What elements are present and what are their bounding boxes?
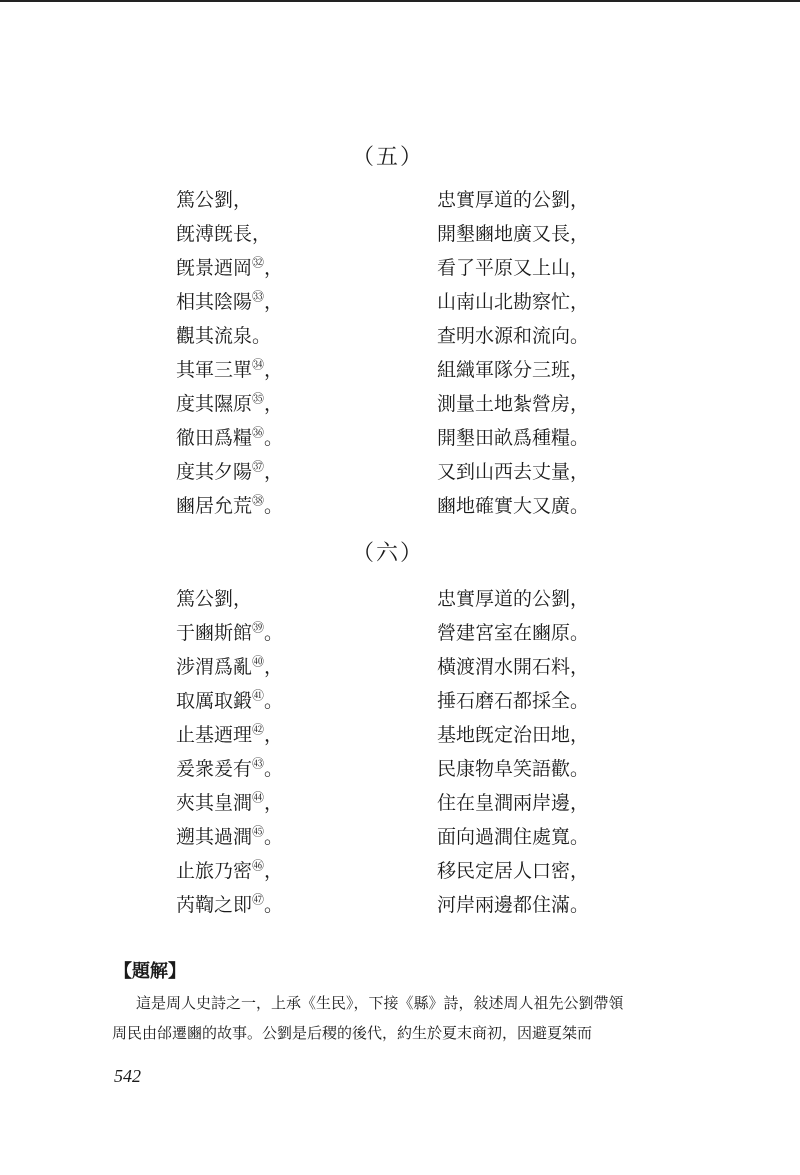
- original-line: 觀其流泉。: [176, 325, 272, 347]
- translation-line: 組織軍隊分三班，: [437, 359, 590, 381]
- translation-line: 山南山北勘察忙，: [437, 291, 590, 313]
- original-line: 篤公劉，: [176, 588, 253, 610]
- translation-line: 又到山西去丈量，: [437, 461, 590, 483]
- original-line: 篤公劉，: [176, 189, 253, 211]
- footnote-marker: ㊸: [252, 756, 265, 771]
- original-line: 于豳斯館$^㊴$。: [176, 620, 284, 644]
- footnote-marker: ㉝: [252, 289, 265, 304]
- original-line: 旣景迺岡$^㉜$，: [176, 255, 284, 279]
- section-title-6: （六）: [352, 541, 425, 566]
- translation-line: 移民定居人口密，: [437, 860, 590, 882]
- original-line: 夾其皇澗$^㊹$，: [176, 790, 284, 814]
- page-number: 542: [114, 1066, 141, 1086]
- footnote-marker: ㊴: [252, 620, 265, 635]
- translation-line: 開墾田畝爲種糧。: [437, 427, 590, 449]
- commentary-paragraph-line-2: 周民由邰遷豳的故事。公劉是后稷的後代，約生於夏末商初，因避夏桀而: [112, 1024, 593, 1042]
- footnote-marker: ㊱: [252, 425, 265, 440]
- footnote-marker: ㉜: [252, 255, 265, 270]
- section-title-5: （五）: [352, 145, 425, 170]
- commentary-paragraph-line-1: 這是周人史詩之一，上承《生民》，下接《縣》詩，敍述周人祖先公劉帶領: [136, 994, 624, 1012]
- original-line: 其軍三單$^㉞$，: [176, 357, 284, 381]
- footnote-marker: ㊵: [252, 654, 265, 669]
- footnote-marker: ㊲: [252, 459, 265, 474]
- original-line: 豳居允荒$^㊳$。: [176, 493, 284, 517]
- footnote-marker: ㊶: [252, 688, 265, 703]
- original-line: 取厲取鍛$^㊶$。: [176, 688, 284, 712]
- translation-line: 營建宮室在豳原。: [437, 622, 590, 644]
- footnote-marker: ㊻: [252, 858, 265, 873]
- footnote-marker: ㉞: [252, 357, 265, 372]
- footnote-marker: ㊳: [252, 493, 265, 508]
- footnote-marker: ㊷: [252, 722, 265, 737]
- original-line: 爰衆爰有$^㊸$。: [176, 756, 284, 780]
- original-line: 徹田爲糧$^㊱$。: [176, 425, 284, 449]
- top-rule: [0, 0, 800, 2]
- translation-line: 開墾豳地廣又長，: [437, 223, 590, 245]
- commentary-heading: 【題解】: [114, 961, 186, 982]
- translation-line: 民康物阜笑語歡。: [437, 758, 590, 780]
- translation-line: 基地旣定治田地，: [437, 724, 590, 746]
- translation-line: 看了平原又上山，: [437, 257, 590, 279]
- original-line: 遡其過澗$^㊺$。: [176, 824, 284, 848]
- translation-line: 橫渡渭水開石料，: [437, 656, 590, 678]
- original-line: 芮鞫之即$^㊼$。: [176, 892, 284, 916]
- translation-line: 忠實厚道的公劉，: [437, 588, 590, 610]
- translation-line: 測量土地紮營房，: [437, 393, 590, 415]
- translation-line: 面向過澗住處寬。: [437, 826, 590, 848]
- translation-line: 河岸兩邊都住滿。: [437, 894, 590, 916]
- footnote-marker: ㊺: [252, 824, 265, 839]
- translation-line: 查明水源和流向。: [437, 325, 590, 347]
- original-line: 止旅乃密$^㊻$，: [176, 858, 284, 882]
- original-line: 相其陰陽$^㉝$，: [176, 289, 284, 313]
- translation-line: 住在皇澗兩岸邊，: [437, 792, 590, 814]
- footnote-marker: ㊹: [252, 790, 265, 805]
- footnote-marker: ㊼: [252, 892, 265, 907]
- translation-line: 豳地確實大又廣。: [437, 495, 590, 517]
- translation-line: 捶石磨石都採全。: [437, 690, 590, 712]
- original-line: 止基迺理$^㊷$，: [176, 722, 284, 746]
- original-line: 旣溥旣長，: [176, 223, 272, 245]
- original-line: 度其夕陽$^㊲$，: [176, 459, 284, 483]
- original-line: 涉渭爲亂$^㊵$，: [176, 654, 284, 678]
- footnote-marker: ㉟: [252, 391, 265, 406]
- translation-line: 忠實厚道的公劉，: [437, 189, 590, 211]
- original-line: 度其隰原$^㉟$，: [176, 391, 284, 415]
